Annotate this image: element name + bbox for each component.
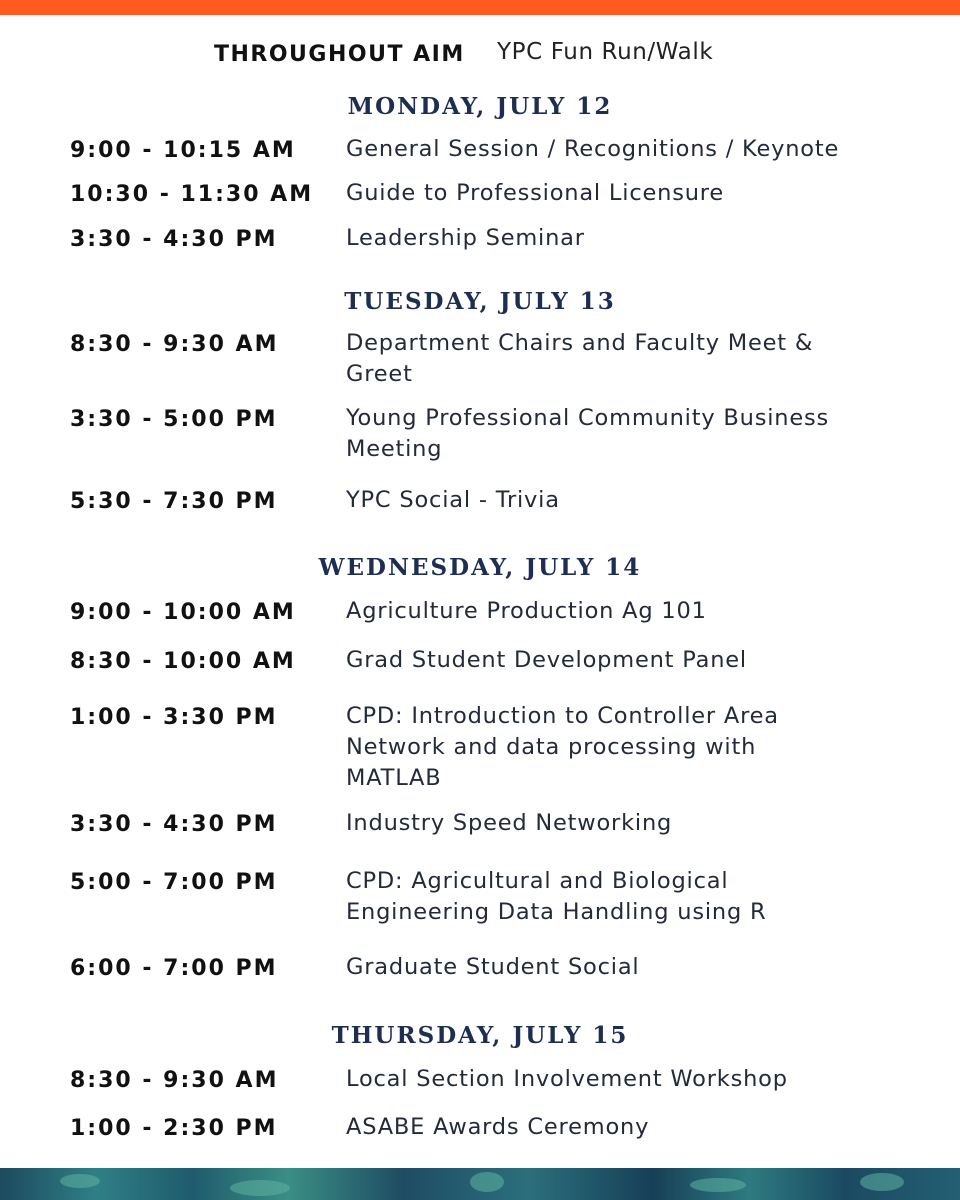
- bottom-decorative-image: [0, 1168, 960, 1200]
- event-title-line: Greet: [346, 361, 413, 387]
- event-title-line: Industry Speed Networking: [346, 810, 673, 836]
- day-heading-wednesday: WEDNESDAY, JULY 14: [318, 554, 642, 581]
- day-heading-thursday: THURSDAY, JULY 15: [331, 1022, 629, 1049]
- event-title: [346, 701, 886, 794]
- event-title: [346, 403, 886, 465]
- event-title: [346, 223, 886, 254]
- event-title-line: Network and data processing with: [346, 734, 757, 760]
- day-heading-tuesday: TUESDAY, JULY 13: [344, 288, 616, 315]
- event-time: 3:30 - 4:30 PM: [70, 227, 278, 252]
- top-accent-bar: [0, 0, 960, 15]
- event-title: [346, 178, 886, 209]
- event-title-line: YPC Social - Trivia: [346, 487, 560, 513]
- event-title: [346, 645, 886, 676]
- day-heading-monday: MONDAY, JULY 12: [347, 93, 613, 120]
- event-title-line: Department Chairs and Faculty Meet &: [346, 330, 814, 356]
- event-time: 8:30 - 10:00 AM: [70, 649, 296, 674]
- event-title: [346, 328, 886, 390]
- foliage-shape: [470, 1172, 504, 1192]
- throughout-value: YPC Fun Run/Walk: [497, 39, 714, 65]
- event-time: 9:00 - 10:00 AM: [70, 600, 296, 625]
- event-time: 5:30 - 7:30 PM: [70, 489, 278, 514]
- foliage-shape: [60, 1174, 100, 1188]
- event-title: [346, 485, 886, 516]
- foliage-shape: [690, 1178, 746, 1192]
- event-time: 8:30 - 9:30 AM: [70, 332, 279, 357]
- event-time: 5:00 - 7:00 PM: [70, 870, 278, 895]
- event-time: 1:00 - 3:30 PM: [70, 705, 278, 730]
- foliage-shape: [860, 1173, 904, 1191]
- event-title-line: Agriculture Production Ag 101: [346, 598, 707, 624]
- event-title-line: General Session / Recognitions / Keynote: [346, 136, 840, 162]
- event-title: [346, 1112, 886, 1143]
- throughout-aim-row: [0, 36, 960, 72]
- event-title-line: Grad Student Development Panel: [346, 647, 747, 673]
- event-title-line: CPD: Introduction to Controller Area: [346, 703, 779, 729]
- event-title: [346, 808, 886, 839]
- event-title-line: ASABE Awards Ceremony: [346, 1114, 650, 1140]
- event-title: [346, 134, 886, 165]
- event-title-line: Young Professional Community Business: [346, 405, 830, 431]
- event-title-line: CPD: Agricultural and Biological: [346, 868, 729, 894]
- event-title-line: Leadership Seminar: [346, 225, 585, 251]
- event-time: 6:00 - 7:00 PM: [70, 956, 278, 981]
- event-title-line: MATLAB: [346, 765, 442, 791]
- event-time: 9:00 - 10:15 AM: [70, 138, 296, 163]
- event-time: 3:30 - 4:30 PM: [70, 812, 278, 837]
- event-title-line: Engineering Data Handling using R: [346, 899, 767, 925]
- event-title: [346, 952, 886, 983]
- event-title: [346, 596, 886, 627]
- foliage-shape: [230, 1180, 290, 1196]
- event-time: 10:30 - 11:30 AM: [70, 182, 314, 207]
- event-title: [346, 866, 886, 928]
- event-time: 3:30 - 5:00 PM: [70, 407, 278, 432]
- event-title-line: Graduate Student Social: [346, 954, 640, 980]
- event-title-line: Local Section Involvement Workshop: [346, 1066, 788, 1092]
- throughout-label: THROUGHOUT AIM: [214, 42, 465, 67]
- event-title: [346, 1064, 886, 1095]
- event-time: 8:30 - 9:30 AM: [70, 1068, 279, 1093]
- event-time: 1:00 - 2:30 PM: [70, 1116, 278, 1141]
- event-title-line: Guide to Professional Licensure: [346, 180, 724, 206]
- event-title-line: Meeting: [346, 436, 443, 462]
